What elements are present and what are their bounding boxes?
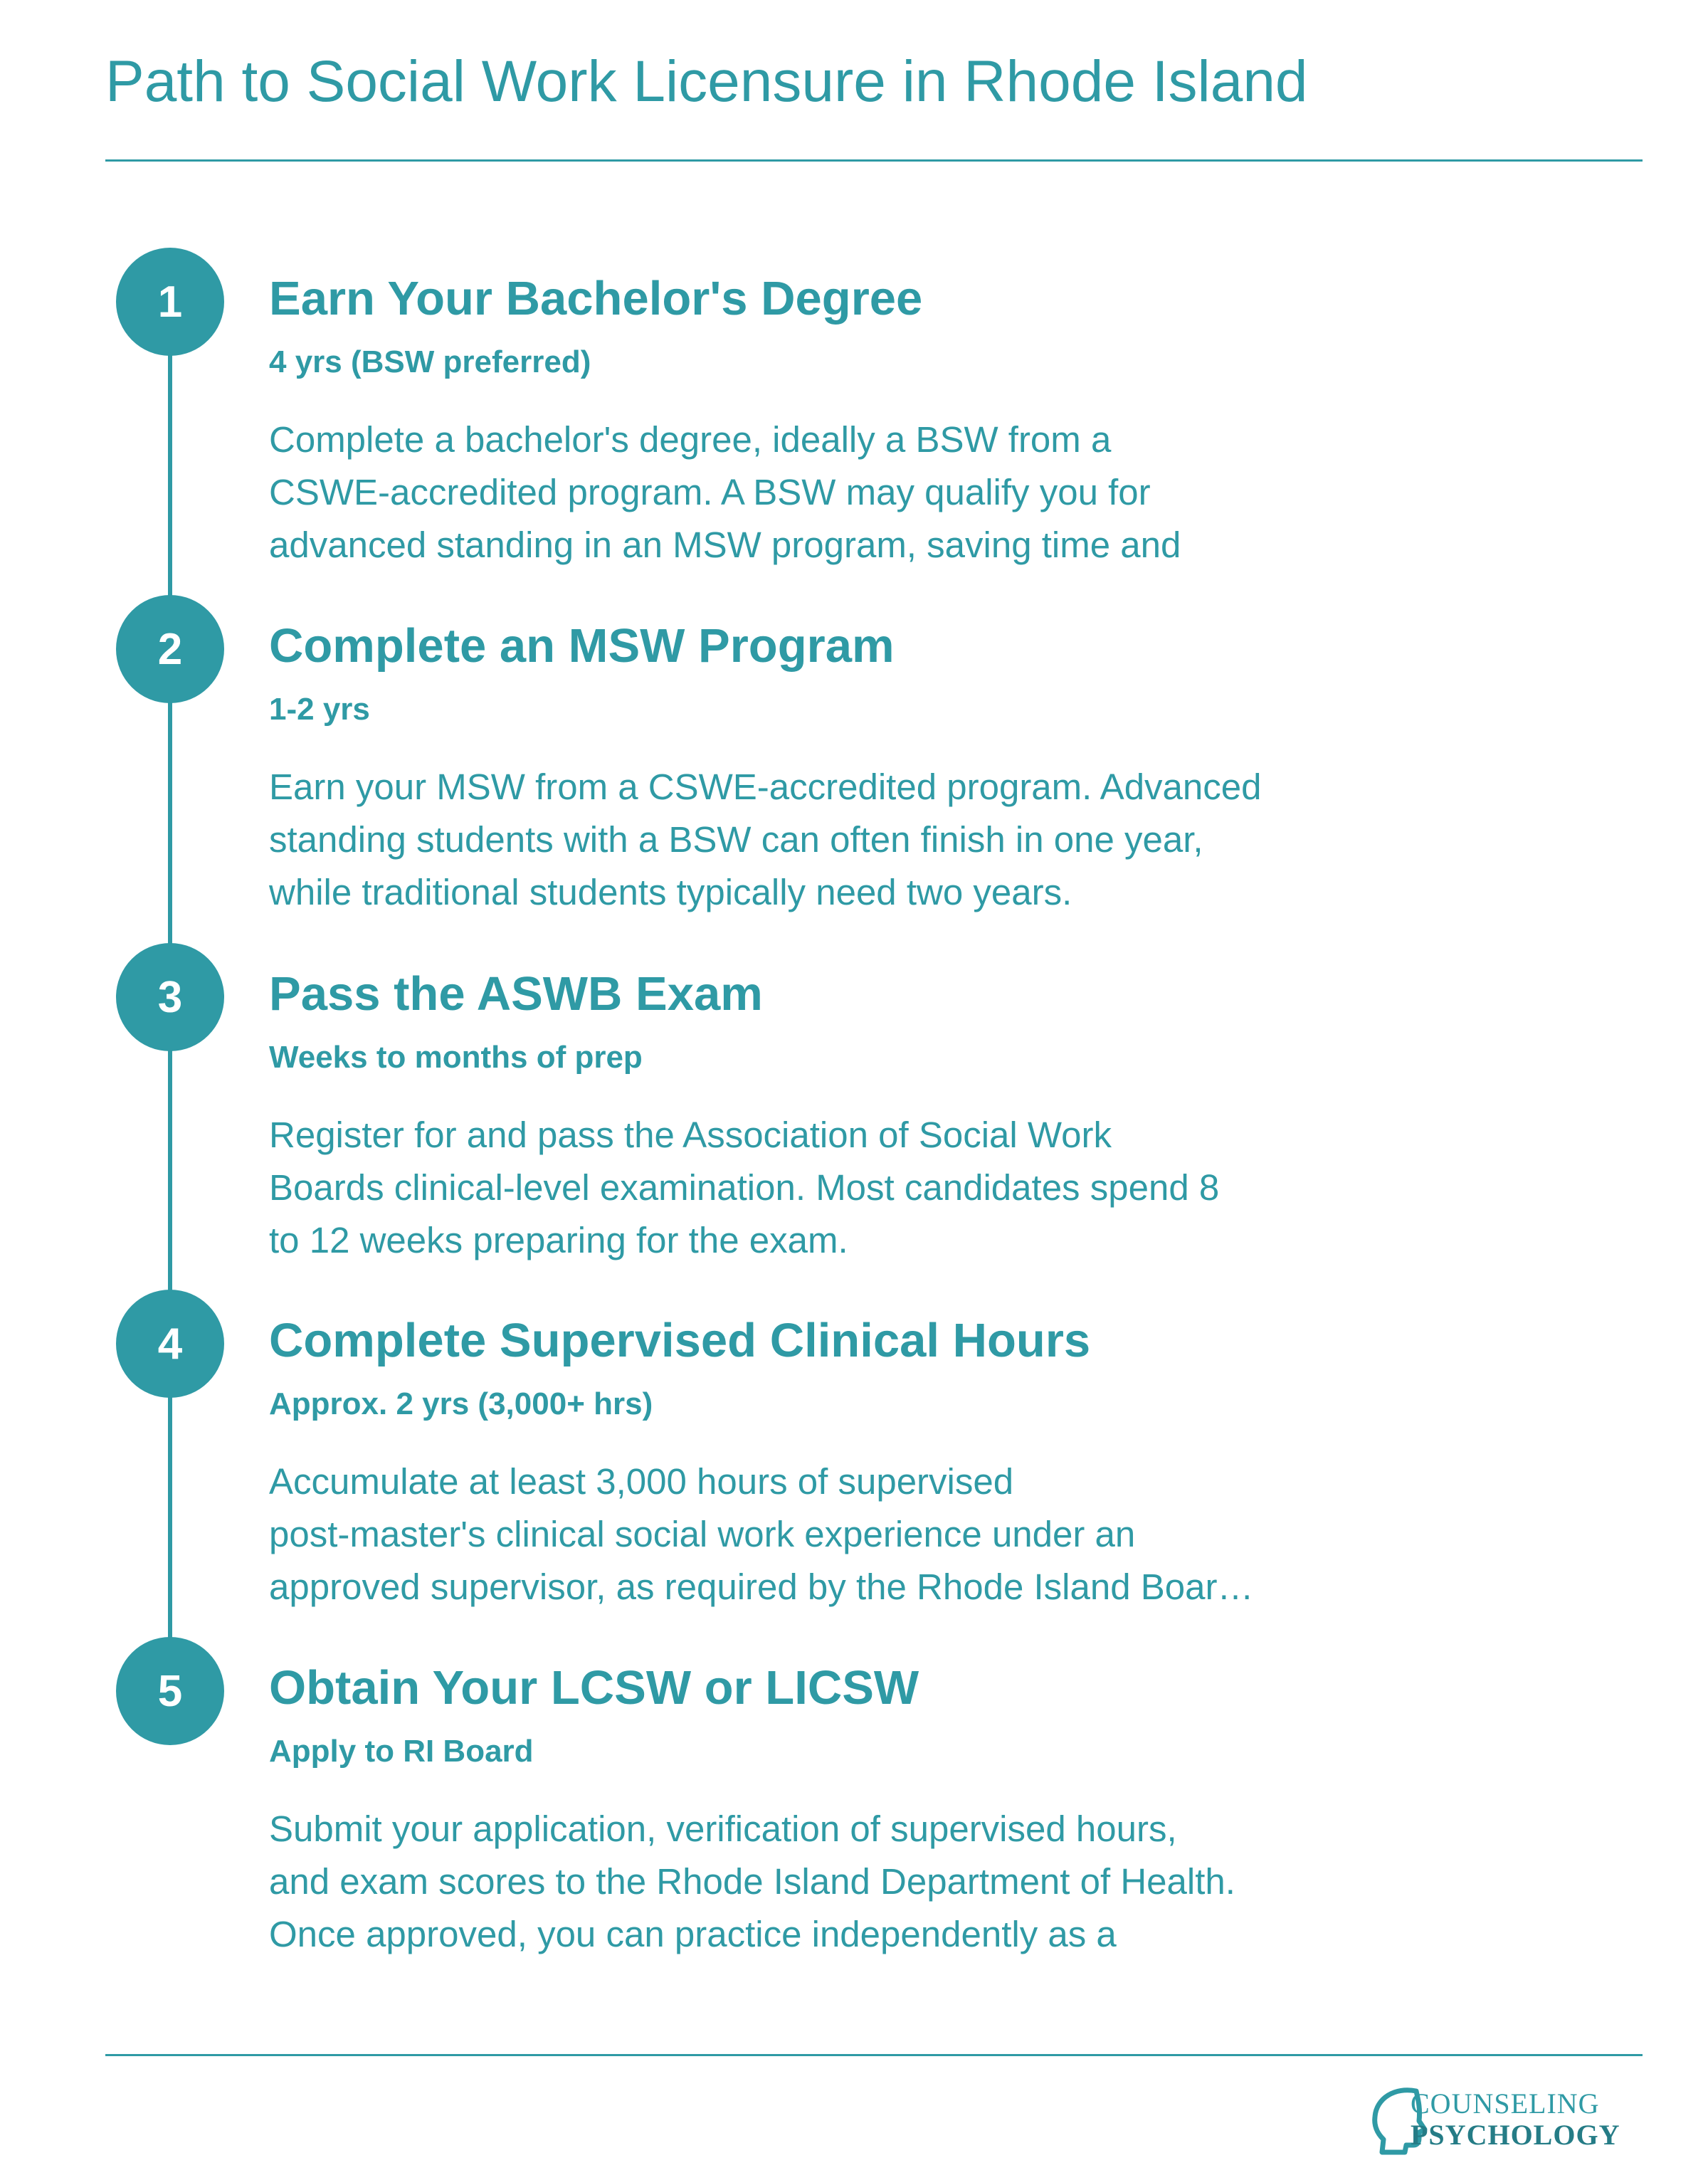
step-number-badge: 1: [116, 248, 224, 356]
step-number-badge: 5: [116, 1637, 224, 1745]
step-duration: 4 yrs (BSW preferred): [269, 344, 591, 379]
description-line: Once approved, you can practice independently as a: [269, 1914, 1117, 1954]
page-title: Path to Social Work Licensure in Rhode Island: [105, 49, 1308, 114]
step-number-badge: 2: [116, 595, 224, 703]
description-line: Complete a bachelor's degree, ideally a BSW from a: [269, 419, 1112, 460]
step-description: [269, 1803, 1408, 1961]
description-line: Register for and pass the Association of Social Work: [269, 1115, 1112, 1155]
step-title: Earn Your Bachelor's Degree: [269, 272, 923, 325]
logo-wordmark-line2: PSYCHOLOGY: [1411, 2119, 1620, 2151]
step-number-badge: 3: [116, 943, 224, 1051]
step-description: [269, 1109, 1408, 1267]
description-line: approved supervisor, as required by the Rhode Island Boar…: [269, 1566, 1254, 1607]
description-line: Earn your MSW from a CSWE-accredited program. Advanced: [269, 767, 1262, 807]
step-duration: 1-2 yrs: [269, 692, 370, 727]
step-description: [269, 414, 1408, 572]
description-line: while traditional students typically need two years.: [269, 872, 1072, 912]
logo-wordmark-line1: COUNSELING: [1411, 2087, 1600, 2120]
step-duration: Weeks to months of prep: [269, 1040, 643, 1075]
description-line: advanced standing in an MSW program, saving time and: [269, 525, 1181, 565]
description-line: to 12 weeks preparing for the exam.: [269, 1220, 848, 1260]
description-line: Boards clinical-level examination. Most candidates spend 8: [269, 1167, 1220, 1208]
step-title: Complete Supervised Clinical Hours: [269, 1314, 1091, 1367]
description-line: post-master's clinical social work experience under an: [269, 1514, 1136, 1554]
top-divider: [105, 159, 1643, 162]
step-duration: Approx. 2 yrs (3,000+ hrs): [269, 1386, 653, 1421]
bottom-divider: [105, 2054, 1643, 2056]
description-line: Accumulate at least 3,000 hours of supervised: [269, 1461, 1014, 1502]
step-title: Pass the ASWB Exam: [269, 967, 763, 1021]
description-line: standing students with a BSW can often finish in one year,: [269, 819, 1203, 860]
step-description: [269, 761, 1408, 919]
step-number-badge: 4: [116, 1290, 224, 1398]
brand-logo: [1366, 2085, 1637, 2164]
step-title: Obtain Your LCSW or LICSW: [269, 1661, 919, 1715]
description-line: and exam scores to the Rhode Island Department of Health.: [269, 1861, 1235, 1902]
step-description: [269, 1455, 1408, 1613]
step-title: Complete an MSW Program: [269, 619, 895, 673]
description-line: Submit your application, verification of supervised hours,: [269, 1808, 1177, 1849]
step-duration: Apply to RI Board: [269, 1734, 534, 1769]
description-line: CSWE-accredited program. A BSW may qualify you for: [269, 472, 1151, 512]
